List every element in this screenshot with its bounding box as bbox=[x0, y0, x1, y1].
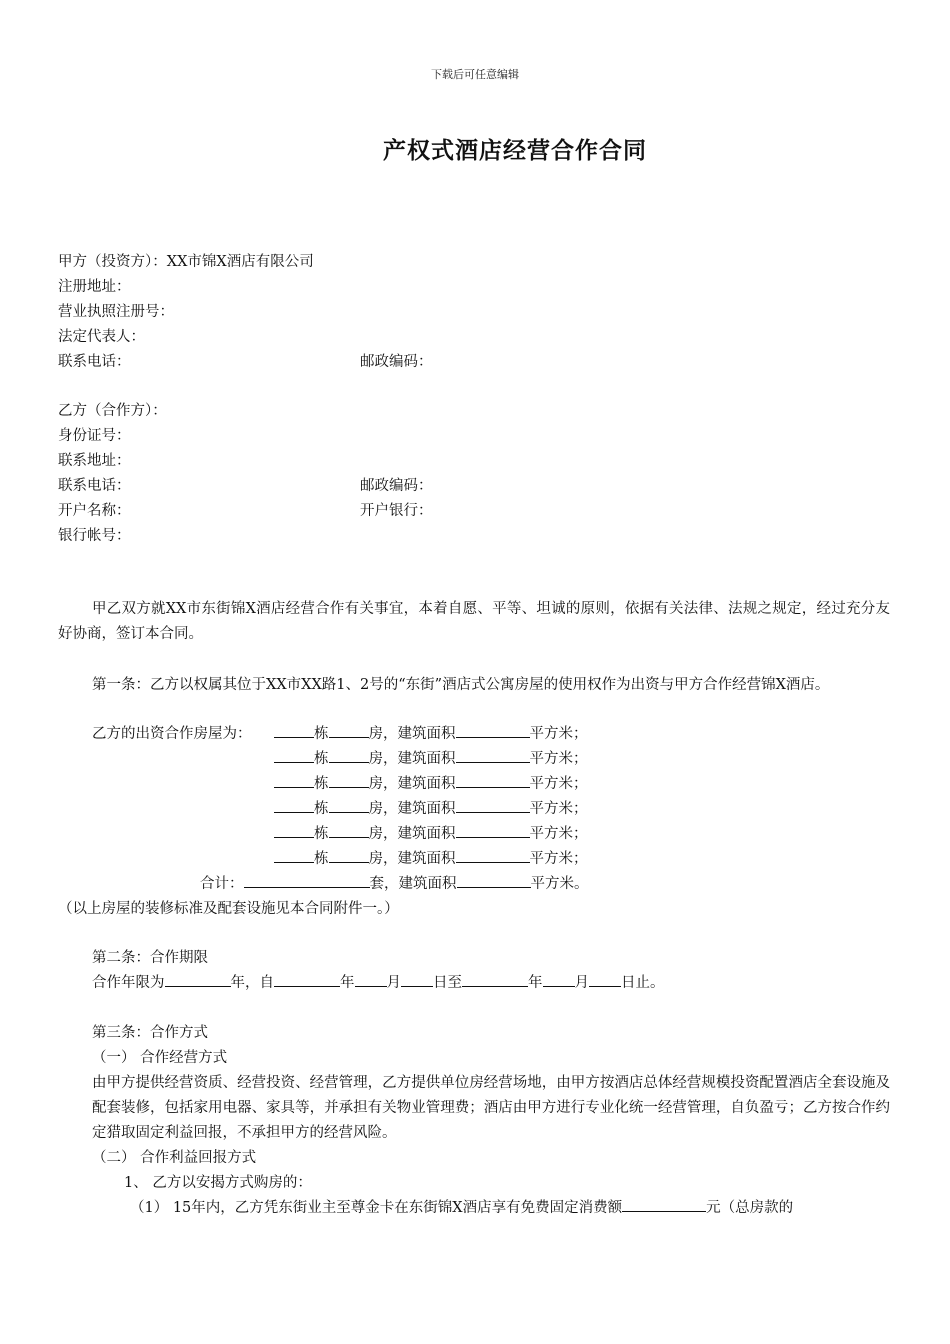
house-row-5: 栋 房，建筑面积 平方米； bbox=[92, 822, 632, 847]
article-3-sub-2: （二） 合作利益回报方式 bbox=[92, 1150, 257, 1166]
article-3-item-1-1: （1） 15年内，乙方凭东街业主至尊金卡在东街锦X酒店享有免费固定消费额 元（总房款的 bbox=[130, 1196, 793, 1221]
header-note: 下载后可任意编辑 bbox=[431, 68, 519, 81]
party-a-name: 甲方（投资方）：XX市锦X酒店有限公司 bbox=[58, 254, 314, 270]
house-row-6: 栋 房，建筑面积 平方米； bbox=[92, 847, 632, 872]
article-1-note: （以上房屋的装修标准及配套设施见本合同附件一。） bbox=[58, 901, 399, 917]
blank-total-area bbox=[457, 872, 531, 888]
party-a-address: 注册地址： bbox=[58, 279, 131, 295]
party-a-license: 营业执照注册号： bbox=[58, 304, 174, 320]
article-3-item-1: 1、 乙方以安揭方式购房的： bbox=[124, 1175, 312, 1191]
house-row-1: 乙方的出资合作房屋为： 栋 房，建筑面积 平方米； bbox=[92, 722, 632, 747]
article-1-text: 第一条：乙方以权属其位于XX市XX路1、2号的“东街”酒店式公寓房屋的使用权作为出资与甲方合作经营锦X酒店。 bbox=[92, 677, 830, 693]
party-b-phone: 联系电话： bbox=[58, 478, 131, 494]
article-3-sub-1: （一） 合作经营方式 bbox=[92, 1050, 228, 1066]
house-total-row: 合计： 套，建筑面积 平方米。 bbox=[200, 872, 589, 897]
article-2-heading: 第二条：合作期限 bbox=[92, 950, 208, 966]
party-b-name: 乙方（合作方）： bbox=[58, 403, 167, 419]
article-3-heading: 第三条：合作方式 bbox=[92, 1025, 208, 1041]
article-3-body: 由甲方提供经营资质、经营投资、经营管理，乙方提供单位房经营场地，由甲方按酒店总体经营规模投资配置酒店全套设施及配套装修，包括家用电器、家具等，并承担有关物业管理费；酒店由甲方进行专业化统一经营管理，自负盈亏；乙方按合作约定猎取固定利益回报，不承担甲方的经营风险。 bbox=[92, 1075, 890, 1141]
article-2-term: 合作年限为 年，自 年 月 日至 年 月 日止。 bbox=[92, 971, 665, 996]
intro-paragraph: 甲乙双方就XX市东街锦X酒店经营合作有关事宜，本着自愿、平等、坦诚的原则，依据有关法律、法规之规定，经过充分友好协商，签订本合同。 bbox=[58, 601, 890, 642]
blank-building bbox=[274, 722, 314, 738]
blank-room bbox=[329, 722, 369, 738]
party-a-legal-rep: 法定代表人： bbox=[58, 329, 145, 345]
house-row-3: 栋 房，建筑面积 平方米； bbox=[92, 772, 632, 797]
blank-total-suites bbox=[244, 872, 370, 888]
blank-consumption-amount bbox=[622, 1196, 706, 1212]
house-row-4: 栋 房，建筑面积 平方米； bbox=[92, 797, 632, 822]
party-b-bank: 开户银行： bbox=[360, 503, 433, 519]
party-b-account-no: 银行帐号： bbox=[58, 528, 131, 544]
blank-area bbox=[456, 722, 530, 738]
house-row-2: 栋 房，建筑面积 平方米； bbox=[92, 747, 632, 772]
houses-prefix: 乙方的出资合作房屋为： bbox=[92, 726, 252, 742]
party-b-account-name: 开户名称： bbox=[58, 503, 131, 519]
party-a-phone: 联系电话： bbox=[58, 354, 131, 370]
party-b-id: 身份证号： bbox=[58, 428, 131, 444]
document-title: 产权式酒店经营合作合同 bbox=[383, 138, 647, 164]
party-b-postcode: 邮政编码： bbox=[360, 478, 433, 494]
party-b-address: 联系地址： bbox=[58, 453, 131, 469]
party-a-postcode: 邮政编码： bbox=[360, 354, 433, 370]
